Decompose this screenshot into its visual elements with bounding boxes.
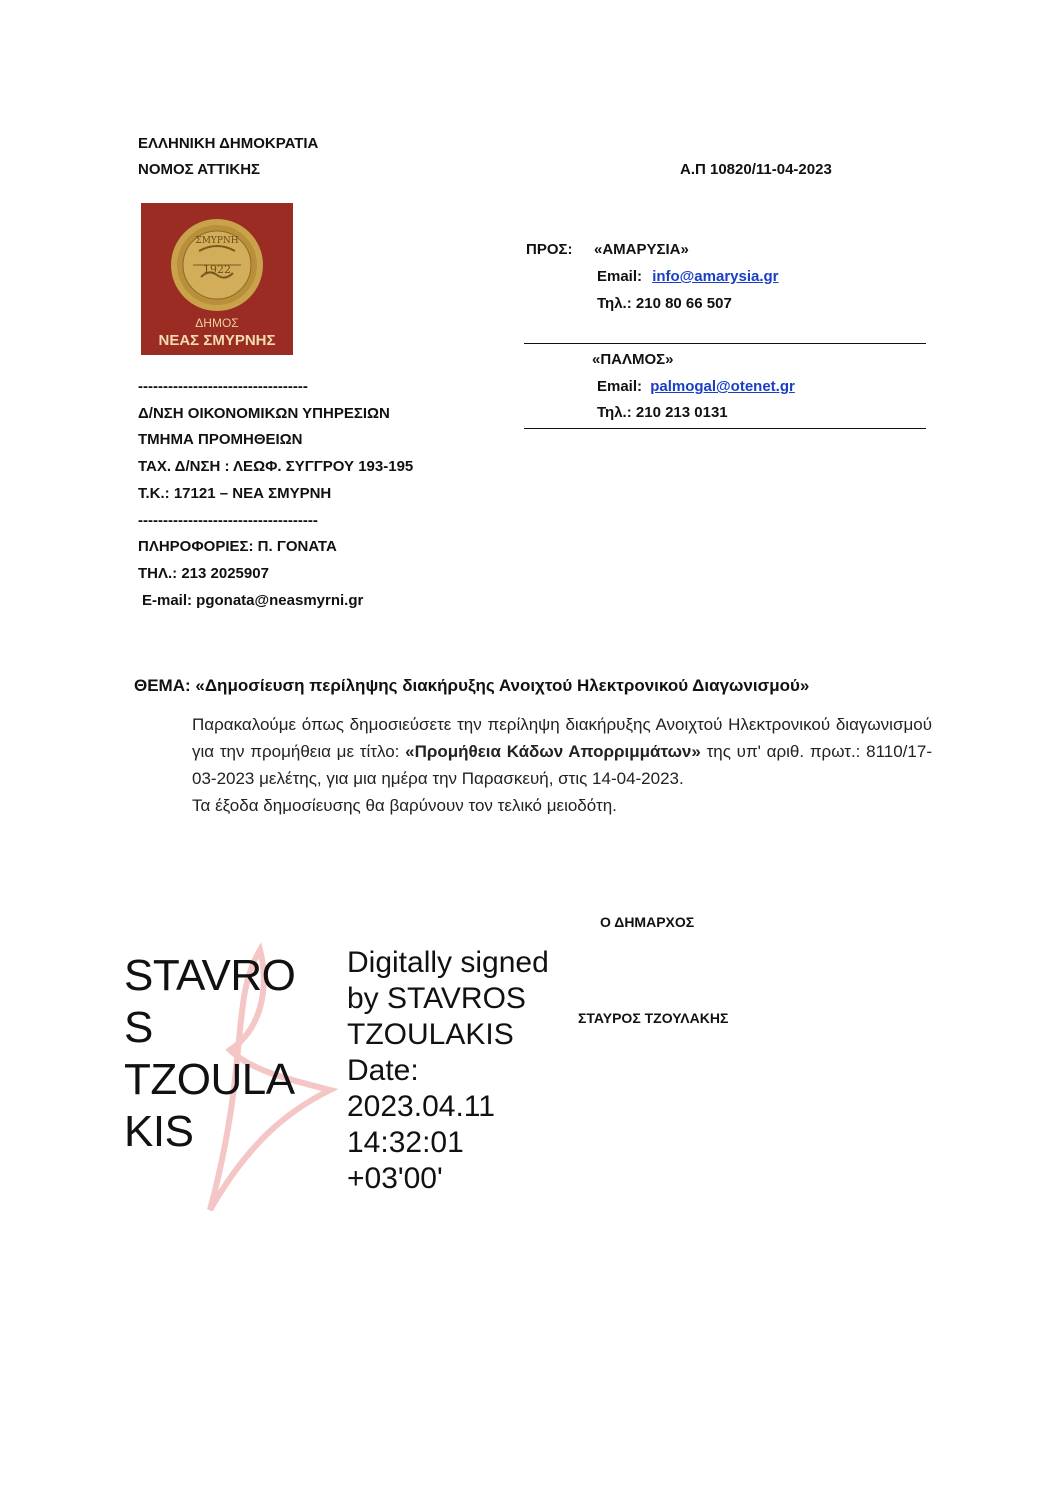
recipient-2-phone: Τηλ.: 210 213 0131 — [597, 404, 728, 421]
digital-signature-name — [124, 950, 295, 1158]
recipient-divider-1 — [524, 343, 926, 344]
divider-1: ---------------------------------- — [138, 378, 308, 395]
sig-name-line-1: STAVRO — [124, 951, 296, 1000]
sig-name-line-2: S — [124, 1003, 153, 1052]
recipient-2-name: «ΠΑΛΜΟΣ» — [592, 351, 674, 368]
body-text — [192, 711, 932, 819]
recipient-1-name: «ΑΜΑΡΥΣΙΑ» — [594, 241, 689, 258]
recipient-divider-2 — [524, 428, 926, 429]
republic-heading: ΕΛΛΗΝΙΚΗ ΔΗΜΟΚΡΑΤΙΑ — [138, 135, 319, 152]
postal-code: Τ.Κ.: 17121 – ΝΕΑ ΣΜΥΡΝΗ — [138, 484, 332, 502]
body-paragraph-2: Τα έξοδα δημοσίευσης θα βαρύνουν τον τελικό μειοδότη. — [192, 796, 617, 815]
sig-info-line-4: Date: — [347, 1054, 419, 1087]
prefecture-heading: ΝΟΜΟΣ ΑΤΤΙΚΗΣ — [138, 161, 261, 178]
sig-info-line-5: 2023.04.11 — [347, 1090, 495, 1123]
email: E-mail: pgonata@neasmyrni.gr — [142, 591, 364, 609]
phone: ΤΗΛ.: 213 2025907 — [138, 564, 269, 582]
sig-name-line-3: TZOULA — [124, 1055, 295, 1104]
directorate: Δ/ΝΣΗ ΟΙΚΟΝΟΜΙΚΩΝ ΥΠΗΡΕΣΙΩΝ — [138, 404, 390, 422]
logo-line1: ΔΗΜΟΣ — [195, 316, 239, 330]
sig-info-line-3: TZOULAKIS — [347, 1018, 514, 1051]
recipient-2-email-link[interactable]: palmogal@otenet.gr — [650, 378, 795, 395]
sig-info-line-6: 14:32:01 — [347, 1126, 464, 1159]
body-p1-part1: Παρακαλούμε όπως δημοσιεύσετε την περίληψη διακήρυξης Ανοιχτού Ηλεκτρονικού διαγωνισμού για την προμήθεια με τίτλο: — [192, 715, 932, 761]
seal-text: ΣΜΥΡΝΗ — [195, 236, 239, 246]
seal-year: 1922 — [203, 263, 231, 276]
sig-info-line-2: by STAVROS — [347, 982, 526, 1015]
recipient-2-email-label: Email: — [597, 378, 643, 395]
section: ΤΜΗΜΑ ΠΡΟΜΗΘΕΙΩΝ — [138, 431, 303, 449]
digital-signature-info — [347, 945, 549, 1197]
sig-info-line-1: Digitally signed — [347, 946, 549, 979]
recipient-1-email-row — [597, 268, 779, 285]
sig-name-line-4: KIS — [124, 1107, 194, 1156]
recipient-1-email-link[interactable]: info@amarysia.gr — [652, 268, 779, 285]
body-p1-title: «Προμήθεια Κάδων Απορριμμάτων» — [405, 742, 701, 761]
recipient-1-phone: Τηλ.: 210 80 66 507 — [597, 295, 732, 312]
mayor-name: ΣΤΑΥΡΟΣ ΤΖΟΥΛΑΚΗΣ — [578, 1010, 729, 1026]
divider-2: ------------------------------------ — [138, 511, 318, 529]
info-contact: ΠΛΗΡΟΦΟΡΙΕΣ: Π. ΓΟΝΑΤΑ — [138, 538, 337, 556]
recipient-1-email-label: Email: — [597, 268, 643, 285]
body-paragraph-1 — [192, 711, 932, 792]
department-block — [138, 374, 413, 614]
subject-line: ΘΕΜΑ: «Δημοσίευση περίληψης διακήρυξης Ανοιχτού Ηλεκτρονικού Διαγωνισμού» — [134, 676, 810, 695]
municipality-seal-icon — [141, 203, 293, 355]
sig-info-line-7: +03'00' — [347, 1162, 443, 1195]
mayor-title: Ο ΔΗΜΑΡΧΟΣ — [600, 914, 695, 930]
address: ΤΑΧ. Δ/ΝΣΗ : ΛΕΩΦ. ΣΥΓΓΡΟΥ 193-195 — [138, 458, 414, 476]
protocol-number: Α.Π 10820/11-04-2023 — [680, 161, 832, 178]
logo-line2: ΝΕΑΣ ΣΜΥΡΝΗΣ — [158, 332, 276, 349]
municipality-logo — [141, 203, 293, 355]
recipient-2-email-row — [597, 378, 795, 395]
body-p1-part2: της υπ' αριθ. πρωτ.: 8110/17-03-2023 μελέτης, για μια ημέρα την Παρασκευή, στις 14-04-2023. — [192, 742, 932, 788]
to-label: ΠΡΟΣ: — [526, 241, 573, 258]
